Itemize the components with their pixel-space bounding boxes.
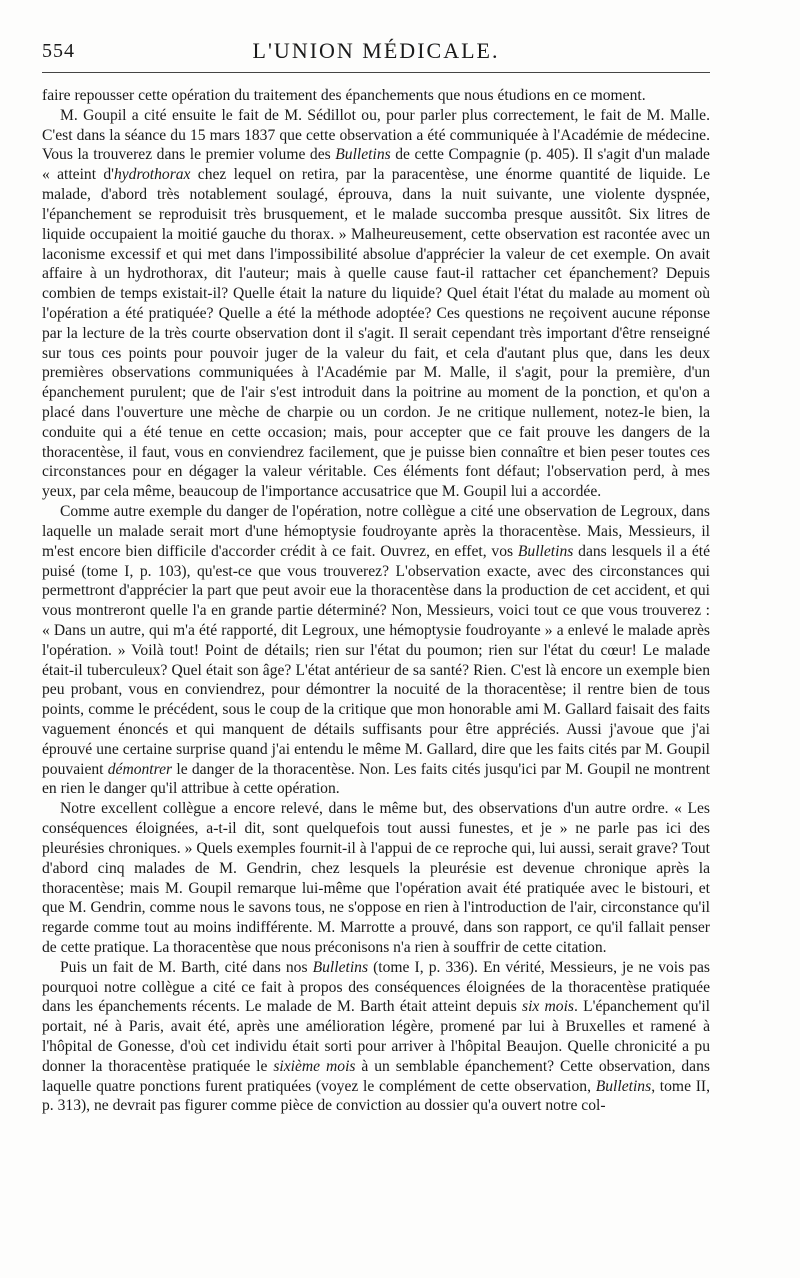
paragraph: Comme autre exemple du danger de l'opération, notre collègue a cité une observation de Legroux, dans laquelle un malade serait mort d'une hémoptysie foudroyante après la thoracentèse. Mais, Messieurs, il m'est encore bien difficile d'accorder crédit à ce fait. Ouvrez, en effet, vos Bulletins dans lesquels il a été puisé (tome I, p. 103), qu'est-ce que vous trouverez? L'observation exacte, avec des circonstances qui permettront d'apprécier la part que peut avoir eue la thoracentèse dans la production de cet accident, et qui vous montreront quelle l'a en grande partie déterminé? Non, Messieurs, voici tout ce que vous trouverez : « Dans un autre, qui m'a été rapporté, dit Legroux, une hémoptysie foudroyante » a enlevé le malade après l'opération. » Voilà tout! Point de détails; rien sur l'état du poumon; rien sur l'état du cœur! Le malade était-il tuberculeux? Quel était son âge? L'état antérieur de sa santé? Rien. C'est là encore un exemple bien peu probant, vous en conviendrez, pour démontrer la nocuité de la thoracentèse; il rentre bien de tous points, comme le précédent, sous le coup de la critique que mon honorable ami M. Gallard faisait des faits vaguement énoncés et qui manquent de détails suffisants pour être appréciés. Aussi j'avoue que j'ai éprouvé une certaine surprise quand j'ai entendu le même M. Gallard, dire que les faits cités par M. Goupil pouvaient démontrer le danger de la thoracentèse. Non. Les faits cités jusqu'ici par M. Goupil ne montrent en rien le danger qu'il attribue à cette opération. xyxy=(42,503,711,798)
italic-text: Bulletins xyxy=(517,542,574,560)
page-header xyxy=(42,32,710,72)
italic-text: Bulletins xyxy=(595,1077,652,1095)
document-page xyxy=(42,0,754,1278)
paragraph: Notre excellent collègue a encore relevé, dans le même but, des observations d'un autre ordre. « Les conséquences éloignées, a-t-il dit, sont quelquefois tout aussi funestes, et je » ne parle pas ici des pleurésies chroniques. » Quels exemples fournit-il à l'appui de ce reproche qui, lui aussi, serait grave? Tout d'abord cinq malades de M. Gendrin, chez lesquels la pleurésie est devenue chronique après la thoracentèse; mais M. Goupil remarque lui-même que l'opération avait été pratiquée avec le bistouri, et que M. Gendrin, comme nous le savons tous, ne s'oppose en rien à l'introduction de l'air, circonstance qu'il regarde comme tout au moins indifférente. M. Marrotte a prouvé, dans son rapport, ce qu'il fallait penser de cette pratique. La thoracentèse que nous préconisons n'a rien à souffrir de cette citation. xyxy=(42,800,710,956)
italic-text: Bulletins xyxy=(335,146,391,164)
italic-text: six mois xyxy=(522,998,574,1016)
italic-text: sixième mois xyxy=(273,1057,356,1075)
paragraph: faire repousser cette opération du traitement des épanchements que nous étudions en ce moment. xyxy=(42,87,646,104)
italic-text: démontrer xyxy=(107,760,173,778)
italic-text: Bulletins xyxy=(312,958,369,976)
paragraph: Puis un fait de M. Barth, cité dans nos Bulletins (tome I, p. 336). En vérité, Messieurs, je ne vois pas pourquoi notre collègue a cité ce fait à propos des conséquences éloignées de la thoracentèse pratiquée dans les épanchements récents. Le malade de M. Barth était atteint depuis six mois. L'épanchement qu'il portait, né à Paris, avait été, après une amélioration légère, promené par lui à Bruxelles et ramené à l'hôpital de Gonesse, d'où cet individu était sorti pour arriver à l'hôpital Beaujon. Quelle chronicité a pu donner la thoracentèse pratiquée le sixième mois à un semblable épanchement? Cette observation, dans laquelle quatre ponctions furent pratiquées (voyez le complément de cette observation, Bulletins, tome II, p. 313), ne devrait pas figurer comme pièce de conviction au dossier qu'a ouvert notre col- xyxy=(42,958,710,1115)
page-number: 554 xyxy=(42,40,75,62)
italic-text: hydrothorax xyxy=(113,166,191,184)
running-title: L'UNION MÉDICALE. xyxy=(252,38,500,63)
body-text xyxy=(42,86,710,1116)
header-rule xyxy=(42,72,710,73)
paragraph: M. Goupil a cité ensuite le fait de M. Sédillot ou, pour parler plus correctement, le fait de M. Malle. C'est dans la séance du 15 mars 1837 que cette observation a été communiquée à l'Académie de médecine. Vous la trouverez dans le premier volume des Bulletins de cette Compagnie (p. 405). Il s'agit d'un malade « atteint d'hydrothorax chez lequel on retira, par la paracentèse, une énorme quantité de liquide. Le malade, d'abord très notablement soulagé, éprouva, dans la nuit suivante, une violente dyspnée, l'épanchement se reproduisit très brusquement, et le malade succomba presque aussitôt. Six litres de liquide occupaient la moitié gauche du thorax. » Malheureusement, cette observation est racontée avec un laconisme excessif et qui met dans l'impossibilité absolue d'apprécier la valeur de cet exemple. On avait affaire à un hydrothorax, dit l'auteur; mais à quelle cause faut-il rattacher cet épanchement? Depuis combien de temps existait-il? Quelle était la nature du liquide? Quel était l'état du malade au moment où l'opération a été pratiquée? Quelle a été la méthode adoptée? Ces questions ne reçoivent aucune réponse par la lecture de la très courte observation dont il s'agit. Il serait cependant très important d'être renseigné sur tous ces points pour pouvoir juger de la valeur du fait, et cela d'autant plus que, dans les deux premières observations communiquées à l'Académie par M. Malle, il s'agit, pour la première, d'un épanchement purulent; que de l'air s'est introduit dans la poitrine au moment de la ponction, et qu'on a placé dans l'ouverture une mèche de charpie ou un cordon. Je ne critique nullement, notez-le bien, la conduite qui a été tenue en cette occasion; mais, pour accepter que ce fait prouve les dangers de la thoracentèse, il faut, vous en conviendrez facilement, que je puisse bien connaître et bien peser toutes ces circonstances pour en dégager la valeur véritable. Ces éléments font défaut; l'observation perd, à mes yeux, par cela même, beaucoup de l'importance accusatrice que M. Goupil lui a accordée. xyxy=(42,106,710,501)
